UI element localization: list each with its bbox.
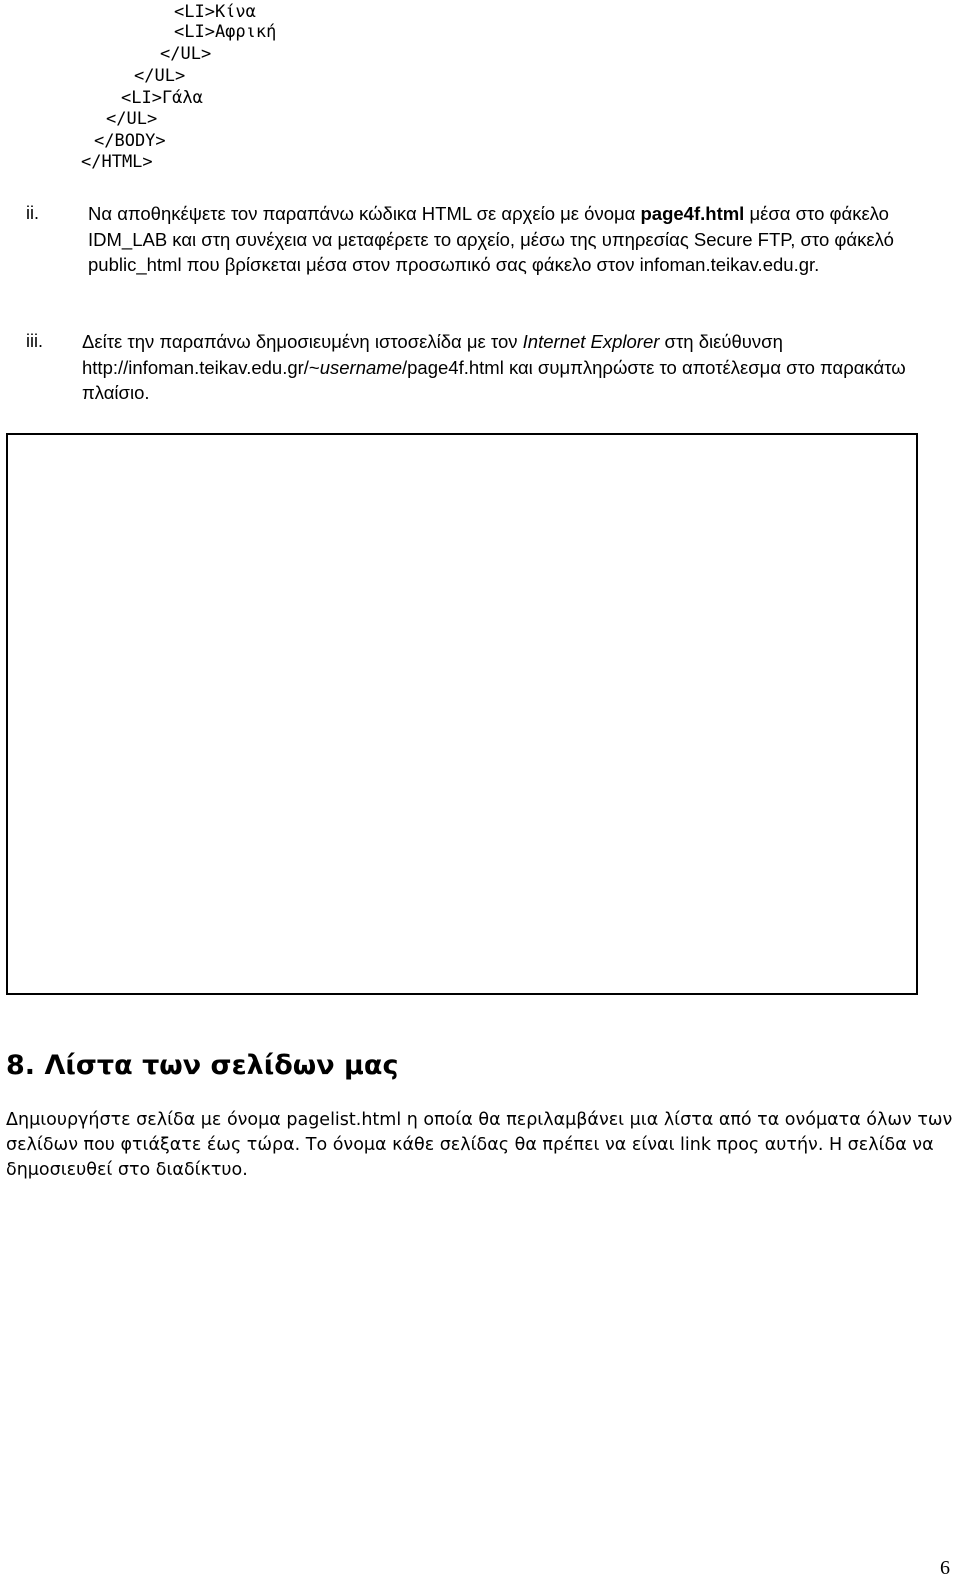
step-iii-username: username	[319, 356, 402, 378]
page-number: 6	[940, 1557, 950, 1579]
section-8-title: 8. Λίστα των σελίδων μας	[6, 1050, 399, 1081]
step-iii-url: στη διεύθυνση http://infoman.teikav.edu.gr/~	[82, 331, 783, 378]
code-line-close-body: </BODY>	[94, 131, 166, 151]
answer-box	[6, 433, 918, 995]
step-ii-text: Να αποθηκέψετε τον παραπάνω κώδικα HTML σε αρχείο με όνομα	[88, 203, 641, 224]
step-iii-browser: Internet Explorer	[522, 331, 660, 352]
step-ii-paragraph	[88, 201, 958, 278]
code-line-li-milk: <LI>Γάλα	[121, 88, 203, 108]
step-ii-text-rest: μέσα στο φάκελο IDM_LAB και στη συνέχεια να μεταφέρετε το αρχείο, μέσω της υπηρεσίας Secure FTP, στο φάκελό public_html που βρίσκεται μέσα στον προσωπικό σας φάκελο στον infoman.teikav.edu.gr.	[88, 203, 894, 275]
step-ii-filename: page4f.html	[640, 203, 745, 224]
step-iii-paragraph	[82, 329, 952, 406]
code-line-close-ul: </UL>	[106, 109, 158, 129]
code-line-li-africa: <LI>Αφρική	[174, 22, 277, 42]
step-iii-numeral: iii.	[26, 331, 43, 351]
step-iii-text: Δείτε την παραπάνω δημοσιευμένη ιστοσελίδα με τον	[82, 331, 523, 352]
step-iii-text-rest: /page4f.html και συμπληρώστε το αποτέλεσμα στο παρακάτω πλαίσιο.	[82, 356, 906, 403]
code-line-close-ul: </UL>	[160, 44, 212, 64]
step-ii-numeral: ii.	[26, 203, 39, 223]
code-line-close-html: </HTML>	[81, 152, 153, 172]
section-8-body: Δημιουργήστε σελίδα με όνομα pagelist.html η οποία θα περιλαμβάνει μια λίστα από τα ονόματα όλων των σελίδων που φτιάξατε έως τώρα. Το όνομα κάθε σελίδας θα πρέπει να είναι link προς αυτήν. Η σελίδα να δημοσιευθεί στο διαδίκτυο.	[6, 1110, 953, 1180]
code-line-li-china: <LI>Κίνα	[174, 2, 256, 22]
code-line-close-ul: </UL>	[134, 66, 186, 86]
